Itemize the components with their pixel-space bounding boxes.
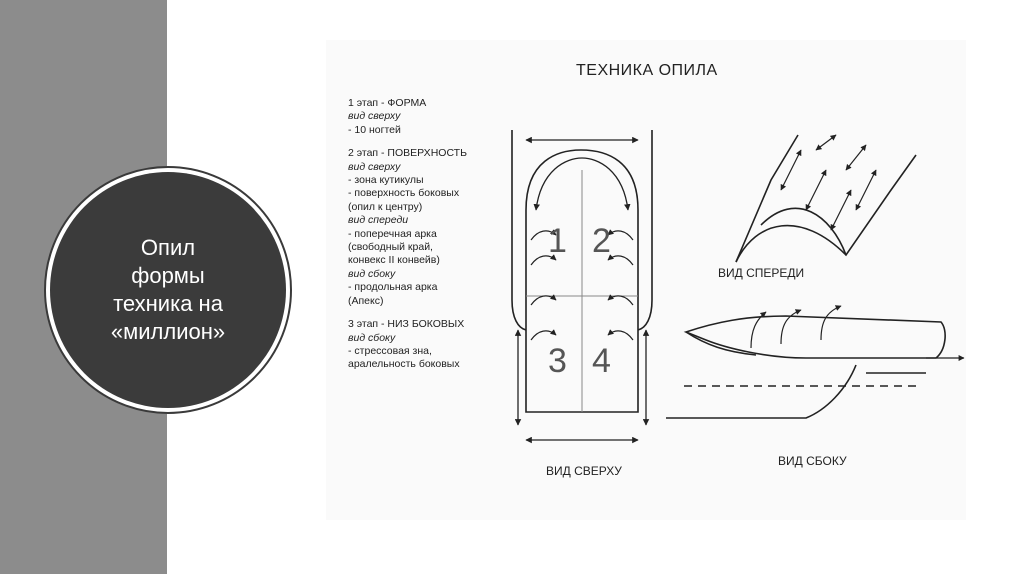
filing-technique-diagram xyxy=(326,40,966,520)
note-line: - продольная арка xyxy=(348,281,438,294)
note-line: аралельность боковых xyxy=(348,358,460,371)
zone-number-4: 4 xyxy=(592,342,611,380)
note-line: - зона кутикулы xyxy=(348,174,424,187)
note-line: - поперечная арка xyxy=(348,227,437,240)
note-line: вид сбоку xyxy=(348,267,396,280)
top-view-nail xyxy=(512,130,652,412)
note-line: - стрессовая зна, xyxy=(348,344,432,357)
note-line: (свободный край, xyxy=(348,241,433,254)
slide-title-line: Опил xyxy=(140,235,196,260)
top-view-label: ВИД СВЕРХУ xyxy=(546,464,622,478)
side-view-arrows xyxy=(751,306,964,358)
zone-number-3: 3 xyxy=(548,342,567,380)
side-view-label: ВИД СБОКУ xyxy=(778,454,847,468)
note-line: 2 этап - ПОВЕРХНОСТЬ xyxy=(348,147,467,160)
note-line: вид сбоку xyxy=(348,331,396,344)
note-line: - поверхность боковых xyxy=(348,187,460,200)
front-view-nail xyxy=(736,135,916,262)
note-line: 3 этап - НИЗ БОКОВЫХ xyxy=(348,318,465,331)
slide-title xyxy=(78,234,258,346)
note-line: вид сверху xyxy=(348,160,401,173)
note-line: 1 этап - ФОРМА xyxy=(348,97,427,109)
note-line: конвекс II конвейв) xyxy=(348,254,440,267)
zone-number-1: 1 xyxy=(548,222,567,260)
note-line: (опил к центру) xyxy=(348,200,423,213)
slide-title-line: техника на xyxy=(113,291,223,316)
zone-number-2: 2 xyxy=(592,222,611,260)
diagram-notes xyxy=(348,97,518,372)
diagram-title: ТЕХНИКА ОПИЛА xyxy=(576,62,718,79)
slide-title-line: формы xyxy=(131,263,205,288)
side-view-nail xyxy=(666,316,945,418)
front-view-label: ВИД СПЕРЕДИ xyxy=(718,266,805,280)
note-line: вид спереди xyxy=(348,214,409,227)
slide-title-line: «миллион» xyxy=(110,319,226,344)
note-line: вид сверху xyxy=(348,110,401,123)
note-line: - 10 ногтей xyxy=(348,123,401,136)
front-view-arrows xyxy=(781,135,876,230)
note-line: (Апекс) xyxy=(348,294,384,307)
title-circle xyxy=(50,172,286,408)
